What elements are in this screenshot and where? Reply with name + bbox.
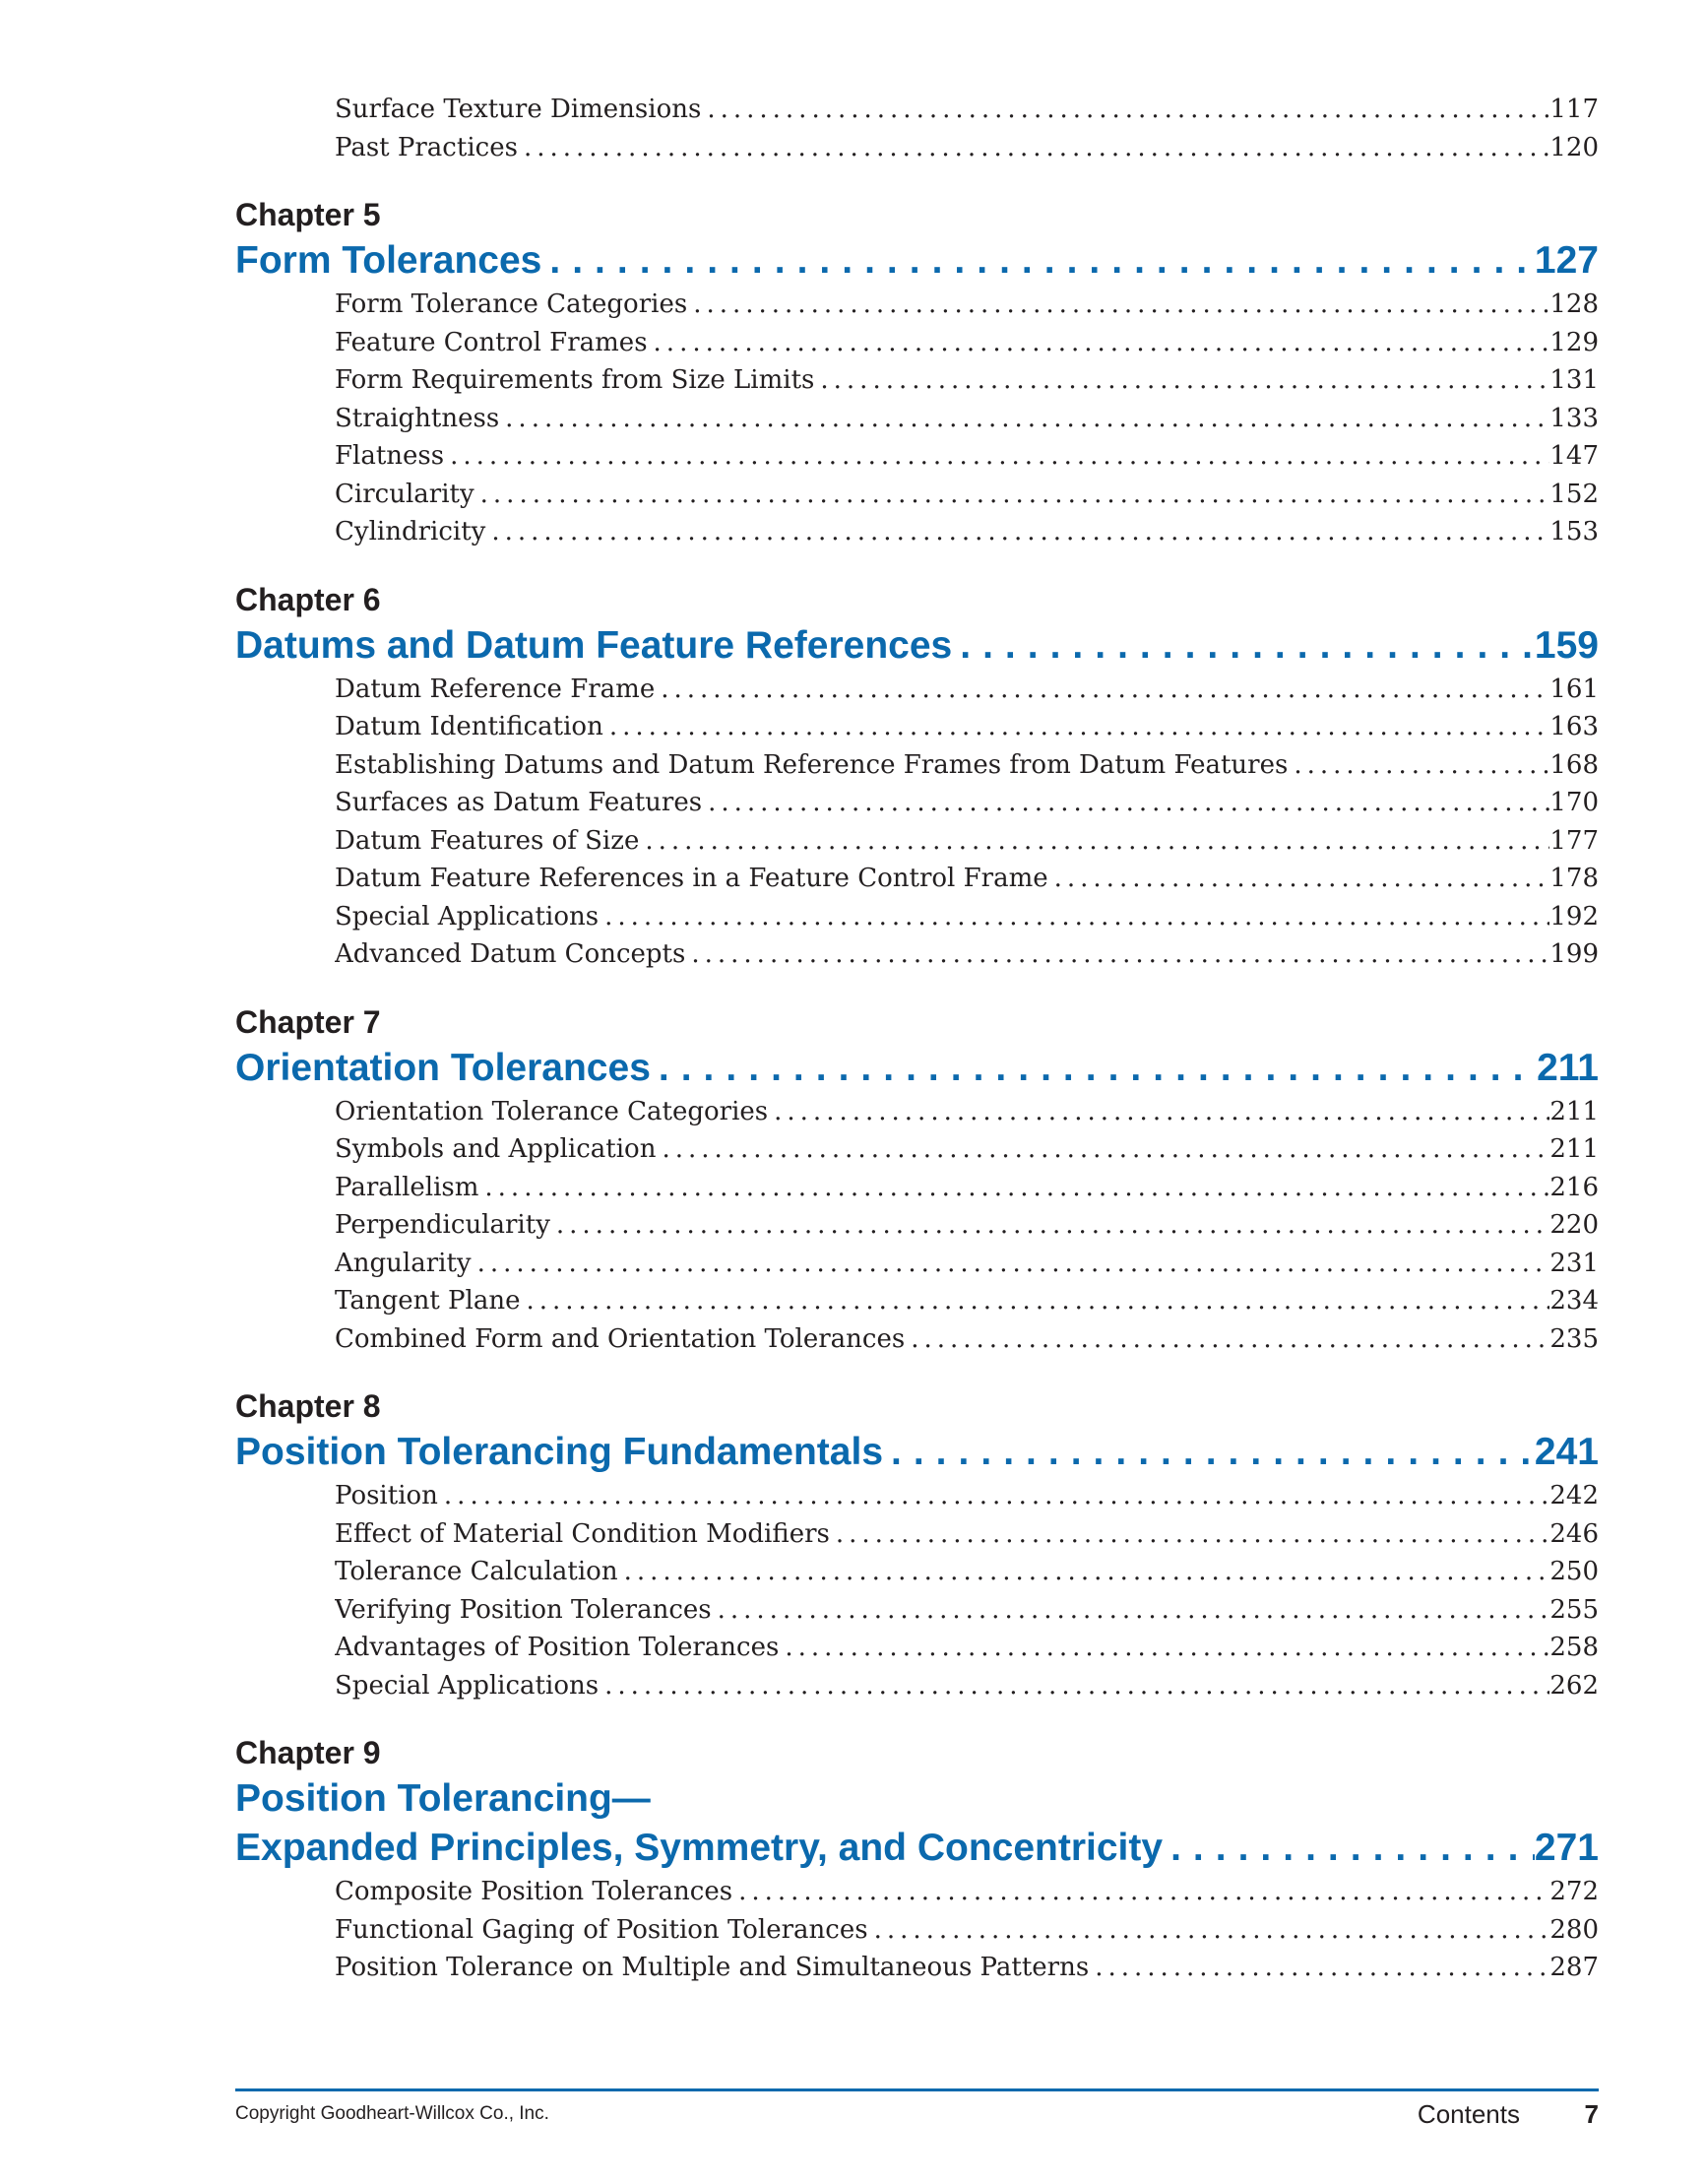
entry-title: Effect of Material Condition Modifiers <box>335 1518 830 1549</box>
entry-page: 178 <box>1549 864 1599 893</box>
entry-page: 250 <box>1549 1557 1599 1586</box>
toc-entry[interactable] <box>335 708 1599 746</box>
footer-section-label: Contents <box>1417 2099 1520 2129</box>
entry-title: Surfaces as Datum Features <box>335 788 703 817</box>
chapter-label: Chapter 8 <box>235 1388 381 1424</box>
toc-entry[interactable] <box>335 822 1599 861</box>
page-footer <box>235 2088 1599 2129</box>
entry-title: Straightness <box>335 403 500 433</box>
entry-title: Orientation Tolerance Categories <box>335 1096 769 1126</box>
entry-page: 192 <box>1549 901 1599 931</box>
chapter-title[interactable] <box>235 1044 1599 1093</box>
dot-leader <box>603 708 1550 746</box>
dot-leader <box>702 784 1549 822</box>
entry-title: Flatness <box>335 441 445 471</box>
entry-page: 211 <box>1549 1096 1599 1126</box>
dot-leader <box>550 1206 1549 1245</box>
dot-leader <box>1089 1949 1549 1987</box>
entry-page: 255 <box>1549 1594 1599 1625</box>
entry-title: Circularity <box>335 479 474 509</box>
dot-leader <box>768 1093 1549 1131</box>
entry-page: 272 <box>1549 1877 1599 1906</box>
entry-title: Surface Texture Dimensions <box>335 95 702 124</box>
page-number: 7 <box>1584 2099 1599 2129</box>
dot-leader <box>656 1130 1549 1169</box>
chapter-page: 241 <box>1534 1431 1599 1473</box>
dot-leader <box>952 621 1535 671</box>
entry-page: 262 <box>1549 1670 1599 1701</box>
dot-leader <box>883 1428 1535 1477</box>
toc-entry[interactable] <box>335 129 1599 167</box>
chapter-entries <box>335 286 1599 551</box>
chapter-page: 271 <box>1534 1827 1599 1869</box>
chapter-title[interactable] <box>235 621 1599 671</box>
dot-leader <box>685 935 1549 974</box>
entry-page: 280 <box>1549 1914 1599 1945</box>
entry-page: 211 <box>1549 1134 1599 1164</box>
entry-page: 287 <box>1549 1953 1599 1982</box>
chapter-page: 159 <box>1534 623 1599 667</box>
toc-entry[interactable] <box>335 1130 1599 1169</box>
entry-title: Perpendicularity <box>335 1210 550 1240</box>
entry-page: 168 <box>1549 749 1599 780</box>
entry-title: Datum Reference Frame <box>335 674 656 704</box>
toc-entry[interactable] <box>335 746 1599 785</box>
entry-page: 129 <box>1549 327 1599 357</box>
toc-entry[interactable] <box>335 935 1599 974</box>
entry-title: Symbols and Application <box>335 1134 657 1164</box>
entry-title: Tolerance Calculation <box>335 1557 618 1586</box>
entry-title: Parallelism <box>335 1172 479 1202</box>
dot-leader <box>687 286 1549 324</box>
entry-title: Angularity <box>335 1248 472 1278</box>
entry-title: Advanced Datum Concepts <box>335 939 686 969</box>
chapter-label: Chapter 9 <box>235 1735 381 1770</box>
dot-leader <box>712 1591 1550 1630</box>
toc-entry[interactable] <box>335 860 1599 898</box>
entry-title: Datum Identification <box>335 712 603 741</box>
entry-title: Cylindricity <box>335 517 486 546</box>
entry-page: 246 <box>1549 1518 1599 1549</box>
chapter-section <box>235 1731 1599 1987</box>
chapter-entries <box>335 1873 1599 1987</box>
dot-leader <box>472 1245 1550 1283</box>
dot-leader <box>639 822 1549 861</box>
entry-page: 258 <box>1549 1633 1599 1662</box>
entry-title: Combined Form and Orientation Tolerances <box>335 1323 906 1354</box>
toc-entry[interactable] <box>335 1282 1599 1320</box>
chapter-section <box>235 193 1599 551</box>
chapter-title-text: Datums and Datum Feature References <box>235 623 953 667</box>
chapter-section <box>235 1384 1599 1704</box>
chapter-section <box>235 578 1599 974</box>
entry-page: 216 <box>1549 1172 1599 1202</box>
entry-page: 177 <box>1549 825 1599 856</box>
toc-entry[interactable] <box>335 400 1599 438</box>
entry-page: 133 <box>1549 403 1599 433</box>
entry-title: Functional Gaging of Position Tolerances <box>335 1914 868 1945</box>
chapter-entries <box>335 1093 1599 1359</box>
dot-leader <box>701 91 1549 129</box>
toc-entry[interactable] <box>335 1667 1599 1705</box>
chapter-title[interactable] <box>235 1428 1599 1477</box>
toc-entry[interactable] <box>335 476 1599 514</box>
dot-leader <box>779 1629 1549 1667</box>
toc-entry[interactable] <box>335 361 1599 400</box>
dot-leader <box>905 1320 1549 1359</box>
toc-entry[interactable] <box>335 1553 1599 1591</box>
entry-title: Special Applications <box>335 901 600 931</box>
chapter-title-text: Form Tolerances <box>235 239 542 282</box>
entry-page: 131 <box>1549 365 1599 395</box>
toc-entry[interactable] <box>335 1206 1599 1245</box>
entry-page: 199 <box>1549 939 1599 969</box>
toc-entry[interactable] <box>335 1591 1599 1630</box>
toc-entry[interactable] <box>335 1169 1599 1207</box>
toc-entry[interactable] <box>335 671 1599 709</box>
dot-leader <box>599 1667 1549 1705</box>
chapter-entries <box>335 671 1599 974</box>
entry-title: Advantages of Position Tolerances <box>335 1633 780 1662</box>
entry-title: Special Applications <box>335 1670 600 1701</box>
entry-title: Tangent Plane <box>335 1286 521 1316</box>
chapter-page: 211 <box>1537 1046 1599 1089</box>
toc-entry[interactable] <box>335 1477 1599 1515</box>
entry-page: 234 <box>1549 1286 1599 1316</box>
dot-leader <box>444 437 1549 476</box>
entry-page: 235 <box>1549 1323 1599 1354</box>
dot-leader <box>499 400 1549 438</box>
dot-leader <box>541 236 1535 286</box>
toc-entry[interactable] <box>335 513 1599 551</box>
toc-entry[interactable] <box>335 1320 1599 1359</box>
dot-leader <box>732 1873 1549 1911</box>
chapter-title[interactable] <box>235 1824 1599 1873</box>
entry-title: Form Tolerance Categories <box>335 289 688 319</box>
chapter-title[interactable] <box>235 236 1599 286</box>
entry-page: 128 <box>1549 289 1599 319</box>
dot-leader <box>618 1553 1550 1591</box>
entry-page: 220 <box>1549 1210 1599 1240</box>
toc-entry[interactable] <box>335 784 1599 822</box>
toc-entry[interactable] <box>335 437 1599 476</box>
entry-title: Datum Feature References in a Feature Control Frame <box>335 864 1048 893</box>
dot-leader <box>1163 1824 1535 1873</box>
chapter-label: Chapter 6 <box>235 581 381 617</box>
entry-page: 153 <box>1549 517 1599 546</box>
dot-leader <box>478 1169 1549 1207</box>
entry-page: 117 <box>1549 95 1599 124</box>
dot-leader <box>474 476 1550 514</box>
dot-leader <box>868 1911 1550 1950</box>
toc-entry[interactable] <box>335 1629 1599 1667</box>
chapter-title-text: Position Tolerancing Fundamentals <box>235 1431 884 1473</box>
chapter-title-text: Expanded Principles, Symmetry, and Concentricity <box>235 1827 1164 1869</box>
toc-entry[interactable] <box>335 1949 1599 1987</box>
toc-entry[interactable] <box>335 898 1599 936</box>
dot-leader <box>651 1044 1537 1093</box>
toc-entry[interactable] <box>335 286 1599 324</box>
entry-page: 170 <box>1549 788 1599 817</box>
entry-title: Establishing Datums and Datum Reference Frames from Datum Features <box>335 749 1289 780</box>
entry-page: 147 <box>1549 441 1599 471</box>
dot-leader <box>1288 746 1549 785</box>
entry-title: Feature Control Frames <box>335 327 648 357</box>
toc-entry[interactable] <box>335 1873 1599 1911</box>
entry-title: Datum Features of Size <box>335 825 640 856</box>
chapter-title-line1[interactable]: Position Tolerancing— <box>235 1777 651 1820</box>
dot-leader <box>438 1477 1549 1515</box>
entry-title: Position <box>335 1481 438 1510</box>
entry-page: 242 <box>1549 1481 1599 1510</box>
entry-page: 163 <box>1549 712 1599 741</box>
entry-page: 152 <box>1549 479 1599 509</box>
chapter-label: Chapter 5 <box>235 197 381 232</box>
toc-entry[interactable] <box>335 91 1599 129</box>
toc-entry[interactable] <box>335 1245 1599 1283</box>
dot-leader <box>521 1282 1550 1320</box>
dot-leader <box>655 671 1549 709</box>
entry-title: Position Tolerance on Multiple and Simultaneous Patterns <box>335 1953 1090 1982</box>
entry-page: 120 <box>1549 132 1599 162</box>
entry-title: Form Requirements from Size Limits <box>335 365 815 395</box>
dot-leader <box>599 898 1549 936</box>
toc-entry[interactable] <box>335 1911 1599 1950</box>
toc-entry[interactable] <box>335 1093 1599 1131</box>
dot-leader <box>648 324 1550 362</box>
chapter-page: 127 <box>1534 239 1599 282</box>
entry-title: Composite Position Tolerances <box>335 1877 733 1906</box>
chapter-entries <box>335 1477 1599 1704</box>
chapter-title-text: Orientation Tolerances <box>235 1046 651 1089</box>
toc-page <box>235 91 1599 1987</box>
chapter-label: Chapter 7 <box>235 1003 381 1040</box>
dot-leader <box>518 129 1549 167</box>
intro-entries <box>335 91 1599 166</box>
dot-leader <box>485 513 1549 551</box>
toc-entry[interactable] <box>335 324 1599 362</box>
entry-title: Verifying Position Tolerances <box>335 1594 712 1625</box>
dot-leader <box>814 361 1549 400</box>
dot-leader <box>1048 860 1550 898</box>
toc-entry[interactable] <box>335 1515 1599 1554</box>
entry-page: 231 <box>1549 1248 1599 1278</box>
chapter-section <box>235 1000 1599 1359</box>
entry-title: Past Practices <box>335 132 518 162</box>
dot-leader <box>830 1515 1550 1554</box>
copyright-text: Copyright Goodheart-Willcox Co., Inc. <box>235 2103 549 2124</box>
entry-page: 161 <box>1549 674 1599 704</box>
